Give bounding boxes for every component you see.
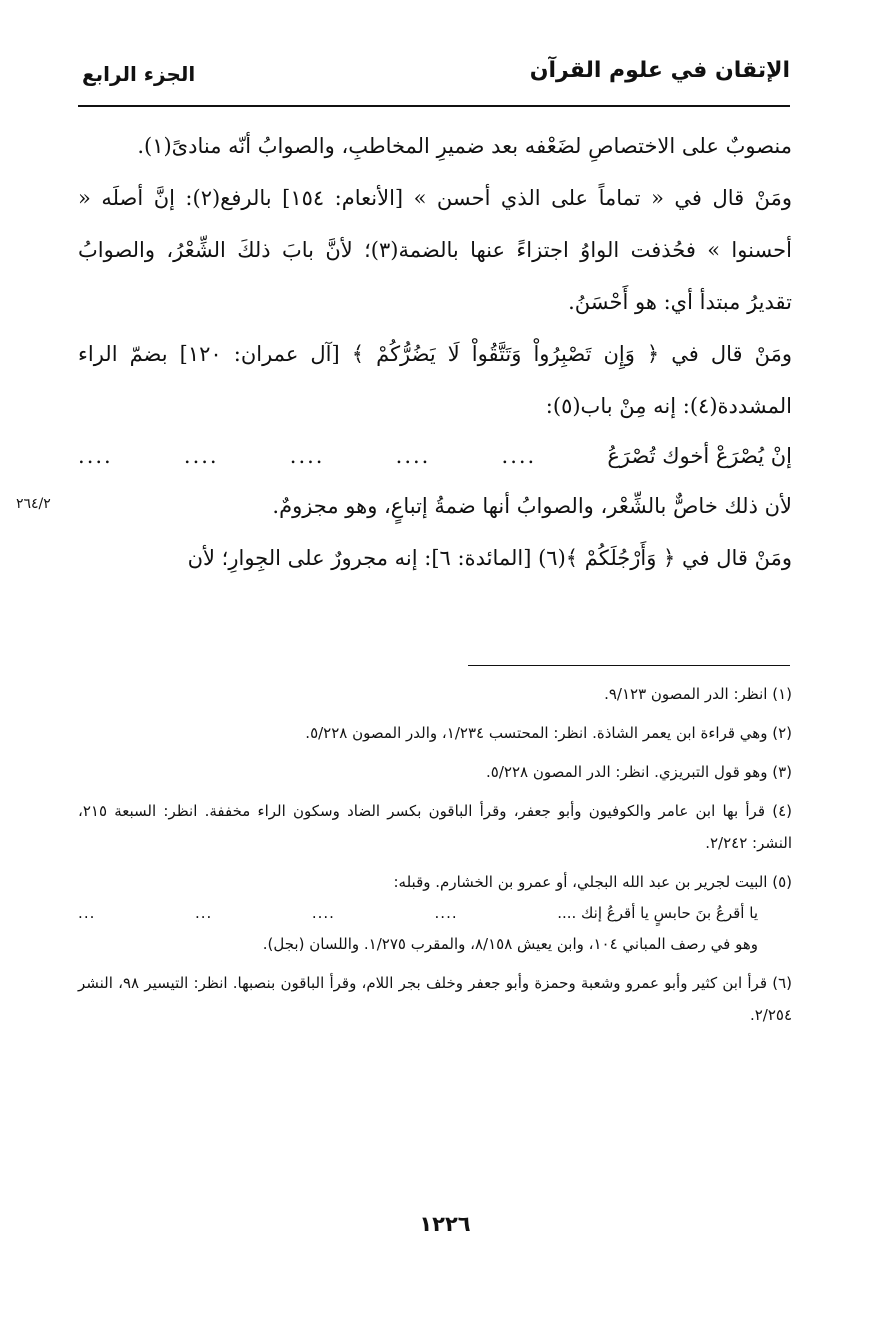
footnote-5-continuation: وهو في رصف المباني ١٠٤، وابن يعيش ٨/١٥٨، والمقرب ١/٢٧٥. واللسان (بجل). (262, 935, 758, 953)
paragraph-3: ومَنْ قال في ﴿ وَإِن تَصْبِرُواْ وَتَتَّقُواْ لَا يَضُرُّكُمْ ﴾ [آل عمران: ١٢٠] بضمّ الراء المشددة(٤): إنه مِنْ باب(٥): (78, 342, 792, 418)
footnote-5-verse (78, 898, 792, 928)
header-divider (78, 105, 790, 107)
main-text (78, 120, 792, 584)
running-header-title: الإتقان في علوم القرآن (529, 58, 790, 83)
running-header-part: الجزء الرابع (82, 62, 196, 86)
margin-reference: ٢٦٤/٢ (16, 496, 51, 512)
footnote-6: (٦) قرأ ابن كثير وأبو عمرو وشعبة وحمزة وأبو جعفر وخلف بجر اللام، وقرأ الباقون بنصبها. انظر: التيسير ٩٨، النشر ٢/٢٥٤. (78, 974, 792, 1024)
footnote-5: (٥) البيت لجرير بن عبد الله البجلي، أو عمرو بن الخشارم. وقبله: (393, 873, 792, 891)
page-number: ١٢٢٦ (419, 1212, 471, 1236)
footnote-1: (١) انظر: الدر المصون ٩/١٢٣. (604, 685, 792, 703)
footnote-verse-line: يا أقرعُ بنَ حابسٍ يا أقرعُ إنك .... (557, 904, 758, 922)
verse-ellipsis: .... (183, 444, 219, 468)
footnote-4: (٤) قرأ بها ابن عامر والكوفيون وأبو جعفر، وقرأ الباقون بكسر الضاد وسكون الراء مخففة. انظر: السبعة ٢١٥، النشر: ٢/٢٤٢. (78, 802, 792, 852)
verse-ellipsis: .... (501, 444, 537, 468)
poetry-verse (78, 432, 792, 480)
footnote-verse-ellipsis: .... (311, 904, 335, 922)
footnote-verse-ellipsis: .... (434, 904, 458, 922)
paragraph-1: منصوبٌ على الاختصاصِ لضَعْفه بعد ضميرِ المخاطبِ، والصوابُ أنّه منادىً(١). (137, 134, 792, 158)
footnote-verse-ellipsis: ... (194, 904, 213, 922)
footnotes (78, 678, 792, 1038)
paragraph-2: ومَنْ قال في « تماماً على الذي أحسن » [الأنعام: ١٥٤] بالرفع(٢): إنَّ أصلَه « أحسنوا » فحُذفت الواوُ اجتزاءً عنها بالضمة(٣)؛ لأنَّ بابَ ذلكَ الشِّعْرُ، والصوابُ تقديرُ مبتدأ أي: هو أَحْسَنُ. (78, 186, 792, 314)
footnote-2: (٢) وهي قراءة ابن يعمر الشاذة. انظر: المحتسب ١/٢٣٤، والدر المصون ٥/٢٢٨. (305, 724, 792, 742)
verse-ellipsis: .... (78, 444, 113, 468)
footnote-verse-ellipsis: ... (78, 904, 96, 922)
paragraph-4: لأن ذلك خاصٌّ بالشِّعْر، والصوابُ أنها ضمةُ إتباعٍ، وهو مجزومٌ. (272, 494, 792, 518)
paragraph-5: ومَنْ قال في ﴿ وَأَرْجُلَكُمْ ﴾(٦) [المائدة: ٦]: إنه مجرورٌ على الجِوارِ؛ لأن (187, 546, 792, 570)
verse-hemistich: إنْ يُصْرَعْ أخوك تُصْرَعُ (607, 444, 792, 468)
footnote-divider (468, 665, 790, 666)
verse-ellipsis: .... (289, 444, 325, 468)
verse-ellipsis: .... (395, 444, 431, 468)
footnote-3: (٣) وهو قول التبريزي. انظر: الدر المصون ٥/٢٢٨. (486, 763, 792, 781)
